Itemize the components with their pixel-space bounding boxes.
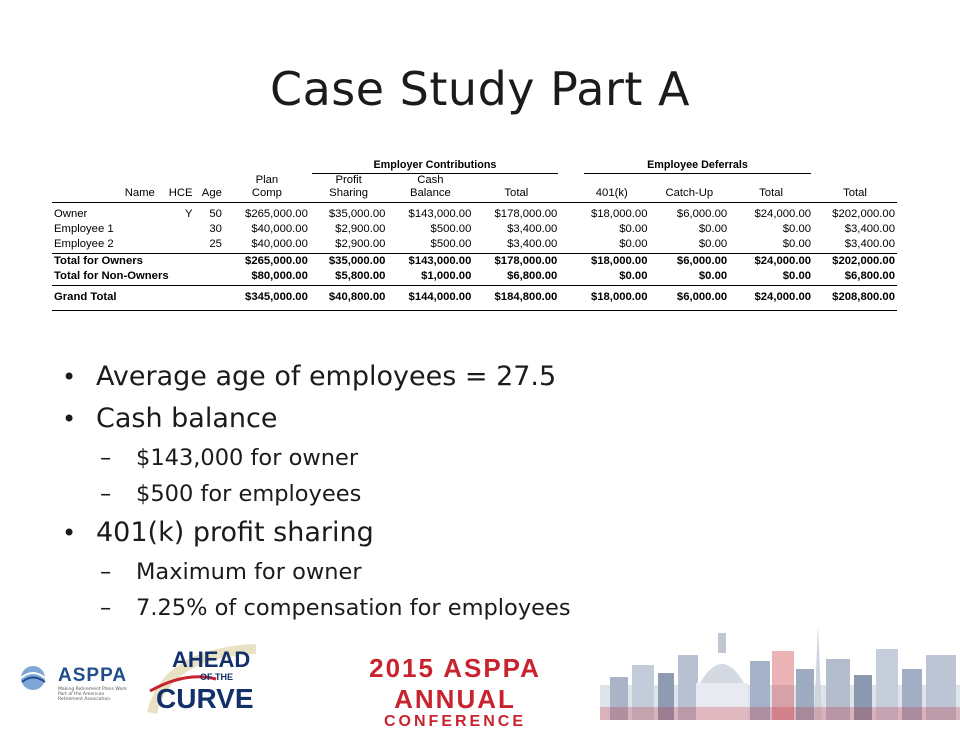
sub-bullet: – $143,000 for owner [60, 440, 920, 476]
ahead-of-the-curve-logo [146, 643, 266, 720]
conference-footer-banner [0, 625, 960, 730]
conference-title-line2: CONFERENCE [383, 713, 526, 730]
ahead-word: AHEAD [172, 647, 251, 672]
sub-bullet: – Maximum for owner [60, 554, 920, 590]
asppa-globe-icon [18, 663, 54, 693]
sub-bullet: – 7.25% of compensation for employees [60, 590, 920, 626]
group-employer-contributions: Employer Contributions [312, 158, 558, 174]
curve-word: CURVE [156, 683, 254, 714]
bullet-average-age: • Average age of employees = 27.5 [60, 356, 920, 398]
washington-skyline-illustration [600, 625, 960, 720]
sub-bullet: – $500 for employees [60, 476, 920, 512]
table-bottom-divider [52, 309, 897, 311]
col-age: Age [201, 187, 222, 199]
conference-title [305, 653, 605, 731]
asppa-tagline: Making Retirement Plans Work Part of the American Retirement Association [58, 687, 127, 702]
conference-title-line1: 2015 ASPPA ANNUAL [369, 653, 541, 714]
col-profit-sharing: Profit Sharing [329, 174, 369, 199]
group-header-row [52, 158, 897, 174]
col-employer-total: Total [504, 187, 529, 199]
col-401k: 401(k) [595, 187, 628, 199]
table-row-total-owners: Total for Owners $265,000.00 $35,000.00 $143,000.00 $178,000.00 $18,000.00 $6,000.00 $24,000.00 $202,000.00 [54, 255, 895, 267]
table-row: Employee 1 30 $40,000.00 $2,900.00 $500.00 $3,400.00 $0.00 $0.00 $0.00 $3,400.00 [54, 223, 895, 235]
bullet-list [60, 356, 920, 626]
bullet-cash-balance: • Cash balance [60, 398, 920, 440]
of-the-word: OF THE [200, 672, 233, 682]
col-catch-up: Catch-Up [665, 187, 714, 199]
table-row: Owner Y 50 $265,000.00 $35,000.00 $143,000.00 $178,000.00 $18,000.00 $6,000.00 $24,000.00 $202,000.00 [54, 208, 895, 220]
col-name: Name [124, 187, 155, 199]
slide-title: Case Study Part A [269, 62, 691, 116]
group-employee-deferrals: Employee Deferrals [584, 158, 811, 174]
table-row-total-non-owners: Total for Non-Owners $80,000.00 $5,800.00 $1,000.00 $6,800.00 $0.00 $0.00 $0.00 $6,800.00 [54, 270, 895, 282]
asppa-wordmark: ASPPA [58, 665, 128, 686]
asppa-logo [18, 663, 128, 713]
col-hce: HCE [168, 187, 193, 199]
col-cash-balance: Cash Balance [409, 174, 451, 199]
col-grand-total: Total [843, 187, 867, 199]
column-header-row [52, 174, 897, 200]
col-plan-comp: Plan Comp [251, 174, 282, 199]
table-row-grand-total: Grand Total $345,000.00 $40,800.00 $144,000.00 $184,800.00 $18,000.00 $6,000.00 $24,000.00 $208,800.00 [54, 291, 895, 303]
contribution-table [52, 158, 897, 311]
table-row: Employee 2 25 $40,000.00 $2,900.00 $500.00 $3,400.00 $0.00 $0.00 $0.00 $3,400.00 [54, 238, 895, 250]
col-deferral-total: Total [759, 187, 784, 199]
bullet-401k-profit-sharing: • 401(k) profit sharing [60, 512, 920, 554]
